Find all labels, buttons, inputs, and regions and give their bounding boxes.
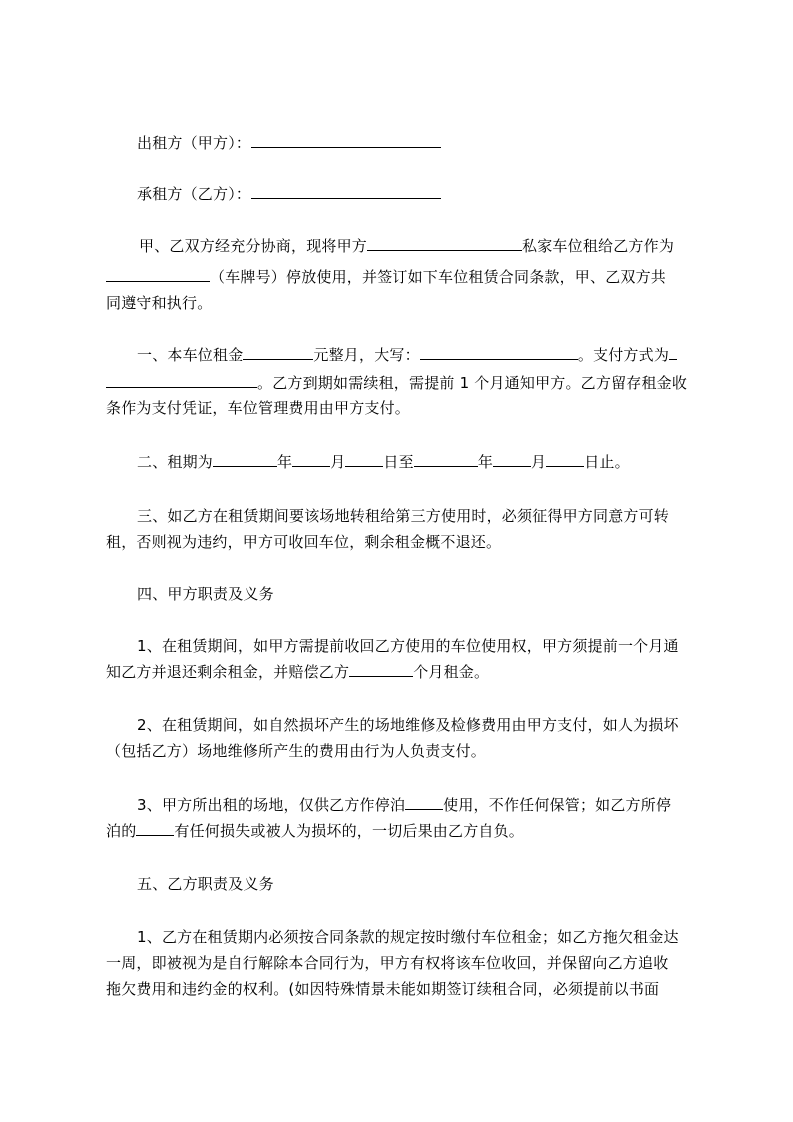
s4-item3-line-1 <box>137 795 671 815</box>
clause2-text-g: 日止。 <box>584 453 630 471</box>
section4-title <box>137 584 274 604</box>
s4-item2-line-1 <box>137 715 679 735</box>
payment-method-blank-start <box>669 345 677 360</box>
intro-text-1a: 甲、乙双方经充分协商，现将甲方 <box>139 237 368 255</box>
clause3-text-b: 租，否则视为违约，甲方可收回车位，剩余租金概不退还。 <box>106 533 502 551</box>
parking-spot-blank <box>367 236 522 251</box>
s4-item1-line-1 <box>137 636 679 656</box>
plate-number-blank <box>106 267 210 282</box>
s4-item3-text-c: 泊的 <box>106 822 137 840</box>
section5-title <box>137 874 274 894</box>
intro-text-2: （车牌号）停放使用，并签订如下车位租赁合同条款，甲、乙双方共 <box>210 268 667 286</box>
s4-item3-line-2 <box>106 821 524 841</box>
rent-amount-blank <box>243 345 313 360</box>
clause2-line <box>137 452 630 472</box>
lessee-label: 承租方（乙方）： <box>137 185 252 203</box>
vehicle-type-blank <box>405 795 443 810</box>
s4-item1-text-b: 知乙方并退还剩余租金，并赔偿乙方 <box>106 663 350 681</box>
clause3-line-2 <box>106 532 501 552</box>
s4-item1-text-c: 个月租金。 <box>413 663 490 681</box>
lessor-blank <box>251 133 441 148</box>
clause1-text-c: 。支付方式为 <box>577 346 670 364</box>
clause1-text-e: 条作为支付凭证，车位管理费用由甲方支付。 <box>106 399 411 417</box>
s5-item1-text-b: 一周，即被视为是自行解除本合同行为，甲方有权将该车位收回，并保留向乙方追收 <box>106 954 669 972</box>
lessor-label: 出租方（甲方）： <box>137 134 252 152</box>
section4-title-text: 四、甲方职责及义务 <box>137 585 274 603</box>
compensation-months-blank <box>349 662 413 677</box>
lessee-line <box>137 184 441 204</box>
lessee-blank <box>251 184 441 199</box>
intro-text-1b: 私家车位租给乙方作为 <box>522 237 675 255</box>
s5-item1-text-c: 拖欠费用和违约金的权利。(如因特殊情景未能如期签订续租合同，必须提前以书面 <box>106 980 660 998</box>
clause1-text-d: 。乙方到期如需续租，需提前 1 个月通知甲方。乙方留存租金收 <box>257 374 688 392</box>
clause3-text-a: 三、如乙方在租赁期间要该场地转租给第三方使用时，必须征得甲方同意方可转 <box>137 507 670 525</box>
s5-item1-line-1 <box>137 927 679 947</box>
end-day-blank <box>546 452 584 467</box>
s4-item2-text-b: （包括乙方）场地维修所产生的费用由行为人负责支付。 <box>106 742 487 760</box>
end-month-blank <box>493 452 531 467</box>
s4-item1-line-2 <box>106 662 489 682</box>
s5-item1-line-3 <box>106 979 659 999</box>
s4-item3-text-a: 3、甲方所出租的场地，仅供乙方作停泊 <box>137 796 406 814</box>
lessor-line <box>137 133 441 153</box>
s4-item3-text-d: 有任何损失或被人为损坏的，一切后果由乙方自负。 <box>174 822 525 840</box>
end-year-blank <box>414 452 478 467</box>
start-day-blank <box>345 452 383 467</box>
s4-item2-text-a: 2、在租赁期间，如自然损坏产生的场地维修及检修费用由甲方支付，如人为损坏 <box>137 716 679 734</box>
vehicle-blank <box>136 821 174 836</box>
s4-item1-text-a: 1、在租赁期间，如甲方需提前收回乙方使用的车位使用权，甲方须提前一个月通 <box>137 637 679 655</box>
start-month-blank <box>292 452 330 467</box>
intro-line-2 <box>106 267 666 287</box>
intro-line-3 <box>106 293 212 313</box>
clause2-text-b: 年 <box>277 453 293 471</box>
clause2-text-e: 年 <box>477 453 494 471</box>
s4-item2-line-2 <box>106 741 486 761</box>
clause2-text-d: 日至 <box>383 453 414 471</box>
payment-method-blank <box>106 373 257 388</box>
clause3-line-1 <box>137 506 669 526</box>
rent-words-blank <box>420 345 578 360</box>
clause2-text-f: 月 <box>531 453 547 471</box>
s5-item1-text-a: 1、乙方在租赁期内必须按合同条款的规定按时缴付车位租金；如乙方拖欠租金达 <box>137 928 679 946</box>
s4-item3-text-b: 使用，不作任何保管；如乙方所停 <box>443 796 672 814</box>
intro-text-3: 同遵守和执行。 <box>106 294 213 312</box>
clause1-line-1 <box>137 345 677 365</box>
intro-line-1 <box>139 236 674 256</box>
clause1-text-a: 一、本车位租金 <box>137 346 244 364</box>
clause1-text-b: 元整月，大写： <box>313 346 420 364</box>
clause1-line-3 <box>106 398 410 418</box>
s5-item1-line-2 <box>106 953 668 973</box>
section5-title-text: 五、乙方职责及义务 <box>137 875 274 893</box>
clause2-text-c: 月 <box>330 453 346 471</box>
clause1-line-2 <box>106 373 687 393</box>
clause2-text-a: 二、租期为 <box>137 453 214 471</box>
start-year-blank <box>213 452 277 467</box>
